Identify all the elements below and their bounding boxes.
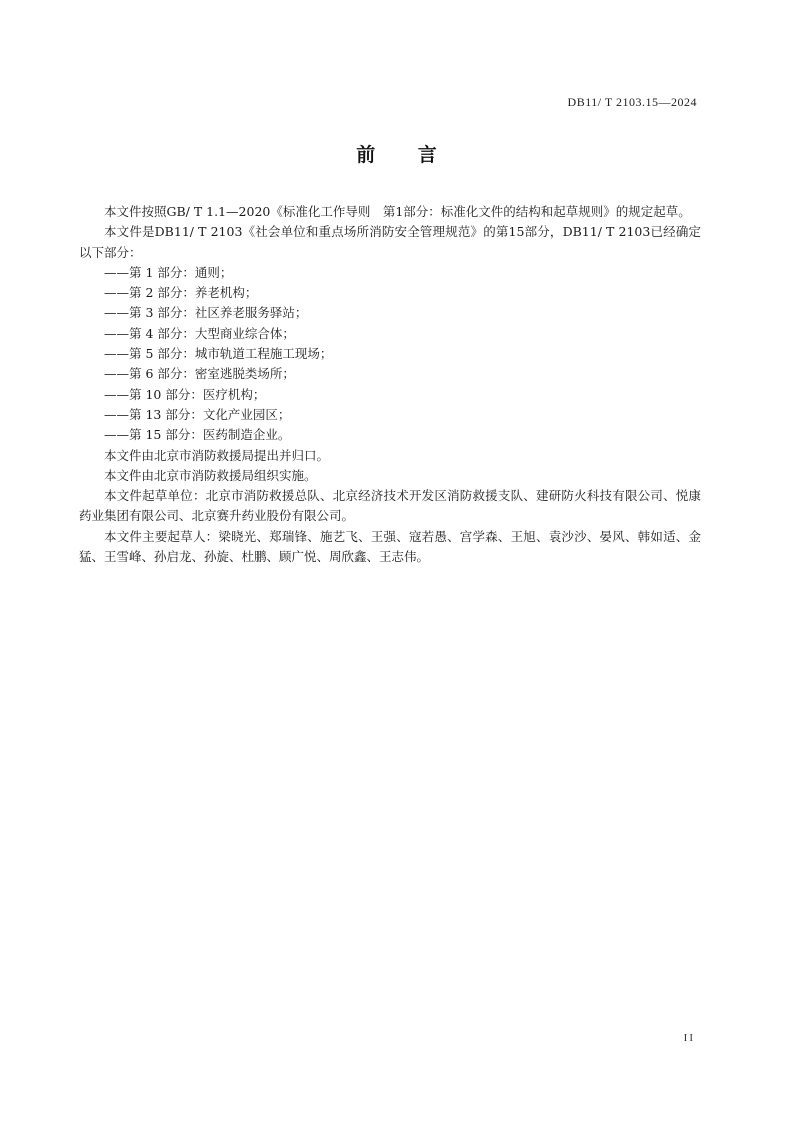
page-title: 前 言 [356,144,455,166]
list-item: ——第 13 部分：文化产业园区； [104,406,291,422]
paragraph-drafters: 本文件主要起草人：梁晓光、郑瑞锋、施艺飞、王强、寇若愚、宫学森、王旭、袁沙沙、晏风、韩如适、金猛、王雪峰、孙启龙、孙旋、杜鹏、顾广悦、周欣鑫、王志伟。 [79,528,701,565]
list-item: ——第 4 部分：大型商业综合体； [104,325,295,341]
list-item: ——第 1 部分：通则； [104,264,233,280]
list-item: ——第 2 部分：养老机构； [104,285,258,301]
foreword-body [79,202,701,567]
page-number: II [683,1032,695,1044]
paragraph-implementer: 本文件由北京市消防救援局组织实施。 [104,467,317,483]
paragraph-drafting-units: 本文件起草单位：北京市消防救援总队、北京经济技术开发区消防救援支队、建研防火科技有限公司、悦康药业集团有限公司、北京赛升药业股份有限公司。 [79,488,701,524]
list-item: ——第 15 部分：医药制造企业。 [104,427,291,443]
list-item: ——第 10 部分：医疗机构； [104,386,266,402]
paragraph-series-intro: 本文件是DB11/ T 2103《社会单位和重点场所消防安全管理规范》的第15部分，DB11/ T 2103已经确定以下部分： [79,224,701,260]
list-item: ——第 5 部分：城市轨道工程施工现场； [104,346,333,362]
paragraph-proposer: 本文件由北京市消防救援局提出并归口。 [104,447,330,463]
paragraph-drafting-basis: 本文件按照GB/ T 1.1—2020《标准化工作导则 第1部分：标准化文件的结构和起草规则》的规定起草。 [104,204,691,219]
list-item: ——第 6 部分：密室逃脱类场所； [104,366,295,382]
list-item: ——第 3 部分：社区养老服务驿站； [104,305,308,321]
standard-code: DB11/ T 2103.15—2024 [567,95,697,109]
